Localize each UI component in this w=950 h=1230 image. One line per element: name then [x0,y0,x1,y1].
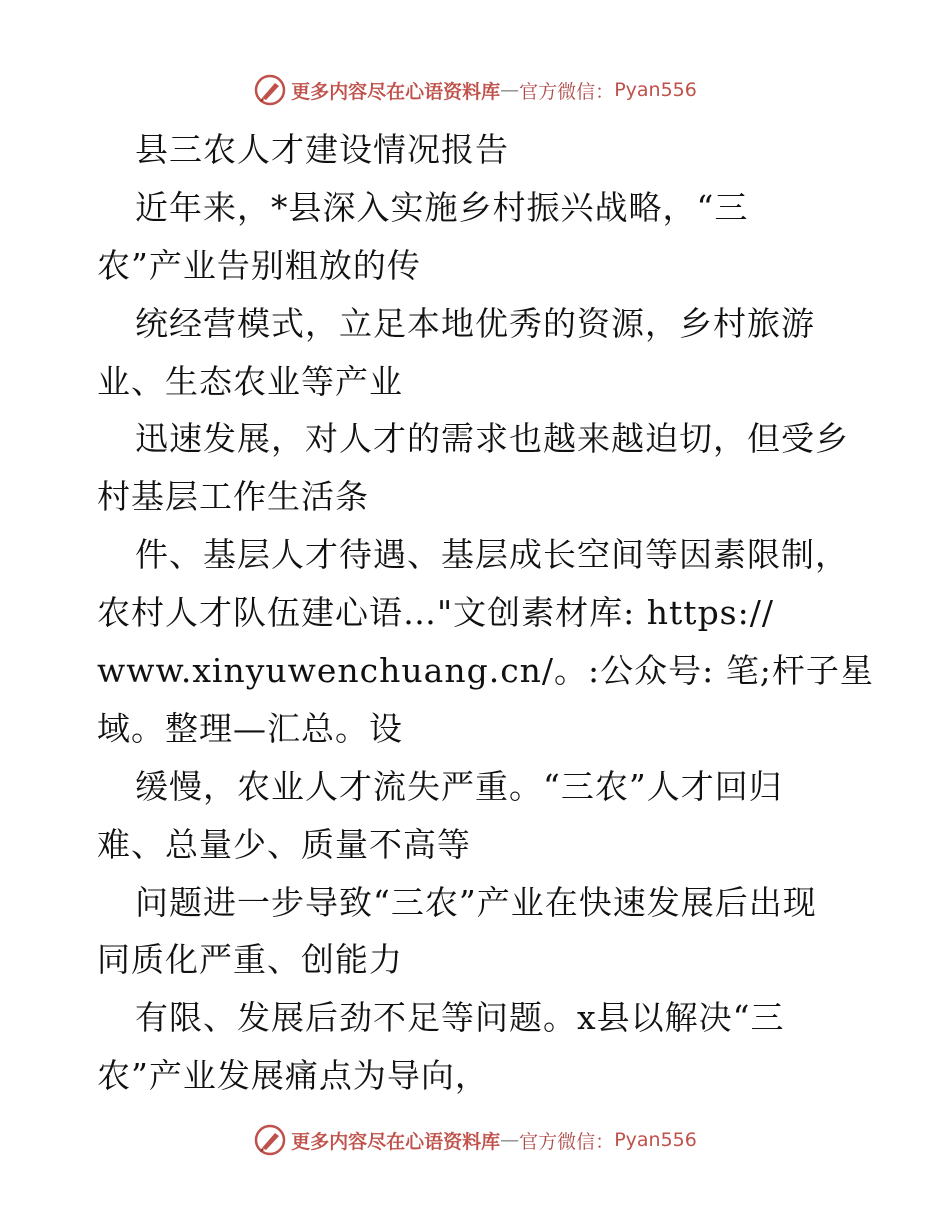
text-line: 县三农人才建设情况报告 [135,130,509,169]
banner-dash: — [500,1129,520,1151]
text-line: 域。整理—汇总。设 [97,708,403,748]
footer-banner [0,1120,950,1160]
banner-brand: 更多内容尽在心语资料库 [291,80,501,103]
header-banner [0,70,950,110]
banner-brand: 更多内容尽在心语资料库 [291,1130,501,1153]
quill-logo-icon [253,73,287,107]
text-line: 有限、发展后劲不足等问题。x县以解决“三 [135,998,785,1038]
banner-account: Pyan556 [614,1129,697,1151]
quill-logo-icon [253,1123,287,1157]
text-line: 难、总量少、质量不高等 [97,824,471,864]
text-line: 缓慢，农业人才流失严重。“三农”人才回归 [135,766,783,806]
banner-dash: — [500,79,520,101]
text-line: 同质化严重、创能力 [97,940,403,980]
text-line: 业、生态农业等产业 [97,361,403,401]
text-line: 件、基层人才待遇、基层成长空间等因素限制， [135,535,849,575]
text-line: 农村人才队伍建心语…"文创素材库: https:// [97,593,774,633]
text-line: 农”产业发展痛点为导向， [97,1056,489,1096]
document-body [97,121,874,1105]
text-line: 统经营模式，立足本地优秀的资源，乡村旅游 [135,303,815,343]
banner-wechat-label: 官方微信： [519,1130,615,1153]
text-line: 迅速发展，对人才的需求也越来越迫切，但受乡 [135,419,849,459]
text-line: www.xinyuwenchuang.cn/。:公众号: 笔;杆子星 [97,651,874,691]
text-line: 近年来，*县深入实施乡村振兴战略，“三 [135,187,749,227]
text-line: 村基层工作生活条 [97,477,369,517]
banner-account: Pyan556 [614,79,697,101]
banner-wechat-label: 官方微信： [519,80,615,103]
text-line: 农”产业告别粗放的传 [97,245,421,285]
text-line: 问题进一步导致“三农”产业在快速发展后出现 [135,882,817,922]
